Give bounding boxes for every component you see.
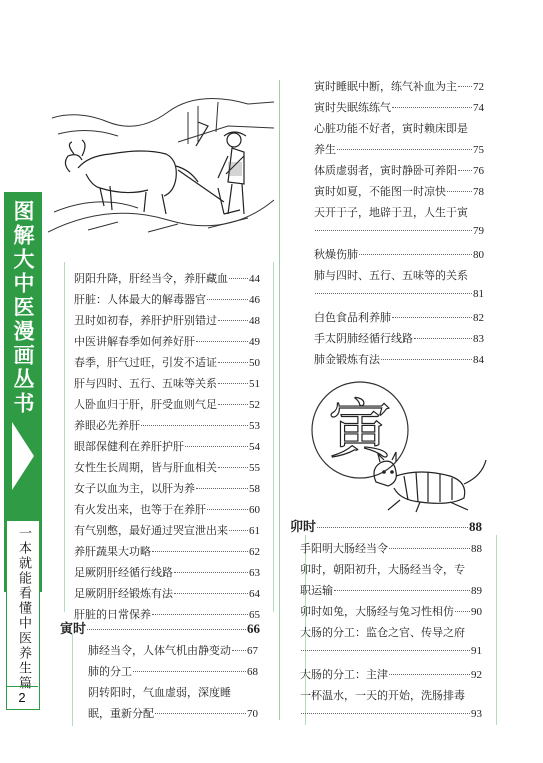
toc-entry-page: 64 — [249, 588, 260, 600]
toc-entry-title: 大肠的分工：主津 — [300, 668, 388, 681]
toc-entry-page: 79 — [473, 225, 484, 237]
toc-entry-page: 46 — [249, 294, 260, 306]
toc-entry-page: 63 — [249, 567, 260, 579]
toc-entry-line: 阴转阳时，气血虚弱，深度睡 — [88, 686, 231, 699]
dot-leader — [317, 527, 468, 528]
toc-entry[interactable] — [74, 438, 260, 454]
toc-entry-title: 养生 — [314, 143, 336, 156]
toc-entry-page: 91 — [471, 645, 482, 657]
toc-entry-title: 养肝蔬果大功略 — [74, 545, 151, 558]
dot-leader — [218, 362, 248, 363]
section-heading-mao[interactable] — [290, 516, 482, 535]
toc-entry-page: 89 — [471, 585, 482, 597]
dot-leader — [389, 548, 470, 549]
toc-entry-page: 55 — [249, 462, 260, 474]
dot-leader — [141, 425, 248, 426]
toc-entry[interactable] — [88, 705, 258, 721]
toc-entry[interactable] — [300, 708, 482, 720]
toc-entry[interactable] — [74, 480, 260, 496]
dot-leader — [337, 149, 472, 150]
toc-entry-page: 58 — [249, 483, 260, 495]
toc-entry-page: 80 — [473, 249, 484, 261]
toc-entry-title: 手太阴肺经循行线路 — [314, 332, 413, 345]
toc-entry-title: 丑时如初春，养肝护肝别错过 — [74, 314, 217, 327]
toc-entry[interactable] — [300, 582, 482, 598]
page-number: 2 — [6, 686, 38, 709]
toc-entry-title: 寅时如夏，不能图一时凉快 — [314, 185, 446, 198]
toc-entry-page: 66 — [247, 621, 260, 636]
dot-leader — [389, 674, 470, 675]
toc-entry[interactable] — [74, 585, 260, 601]
toc-entry-line: 一杯温水，一天的开始，洗肠排毒 — [300, 689, 465, 702]
toc-entry-page: 60 — [249, 504, 260, 516]
toc-entry-title: 卯时如兔，大肠经与兔习性相仿 — [300, 605, 454, 618]
toc-entry[interactable] — [74, 375, 260, 391]
toc-entry[interactable] — [314, 225, 484, 237]
toc-entry-title: 中医讲解春季如何养好肝 — [74, 335, 195, 348]
toc-entry-title: 体质虚弱者，寅时静卧可养阳 — [314, 164, 457, 177]
toc-entry[interactable] — [74, 543, 260, 559]
toc-entry-title: 足厥阴肝经锻炼有法 — [74, 587, 173, 600]
toc-entry[interactable] — [314, 141, 484, 157]
toc-entry[interactable] — [74, 459, 260, 475]
dot-leader — [392, 107, 472, 108]
toc-entry-title: 有火发出来，也等于在养肝 — [74, 503, 206, 516]
toc-entry-title: 人卧血归于肝，肝受血则气足 — [74, 398, 217, 411]
toc-entry[interactable] — [314, 183, 484, 199]
toc-entry[interactable] — [314, 351, 484, 367]
toc-entry[interactable] — [314, 162, 484, 178]
dot-leader — [196, 341, 248, 342]
toc-entry-page: 70 — [247, 708, 258, 720]
toc-entry-line: 卯时，朝阳初升，大肠经当令，专 — [300, 563, 465, 576]
chevron-right-icon — [4, 416, 42, 496]
toc-entry-title: 养眼必先养肝 — [74, 419, 140, 432]
toc-entry-title: 寅时睡眠中断，练气补血为主 — [314, 80, 457, 93]
toc-entry-page: 62 — [249, 546, 260, 558]
toc-entry-title: 眠，重新分配 — [88, 707, 154, 720]
toc-entry[interactable] — [300, 645, 482, 657]
dot-leader — [232, 650, 246, 651]
toc-entry-title: 寅时 — [60, 622, 87, 637]
dot-leader — [152, 614, 248, 615]
dot-leader — [207, 299, 248, 300]
dot-leader — [359, 254, 472, 255]
toc-entry[interactable] — [74, 312, 260, 328]
farmer-ox-illustration — [48, 82, 276, 242]
toc-entry-line: 天开于子，地辟于丑，人生于寅 — [314, 206, 468, 219]
dot-leader — [315, 293, 472, 294]
toc-entry-title: 卯时 — [290, 520, 317, 535]
dot-leader — [218, 467, 248, 468]
tiger-yin-illustration — [300, 372, 490, 514]
toc-entry-page: 81 — [473, 288, 484, 300]
toc-entry-title: 足厥阴肝经循行线路 — [74, 566, 173, 579]
toc-entry-title: 春季，肝气过旺，引发不适证 — [74, 356, 217, 369]
dot-leader — [447, 191, 472, 192]
toc-entry-page: 83 — [473, 333, 484, 345]
dot-leader — [218, 404, 248, 405]
toc-entry-line: 大肠的分工：监仓之官、传导之府 — [300, 626, 465, 639]
toc-entry-page: 67 — [247, 645, 258, 657]
dot-leader — [229, 278, 248, 279]
toc-entry[interactable] — [300, 603, 482, 619]
toc-entry[interactable] — [74, 564, 260, 580]
toc-entry-page: 78 — [473, 186, 484, 198]
toc-entry-page: 92 — [471, 669, 482, 681]
toc-entry[interactable] — [88, 663, 258, 679]
toc-entry-page: 68 — [247, 666, 258, 678]
dot-leader — [196, 488, 248, 489]
column-divider — [279, 80, 280, 720]
toc-entry[interactable] — [74, 333, 260, 349]
dot-leader — [455, 611, 470, 612]
dot-leader — [207, 509, 248, 510]
dot-leader — [87, 629, 246, 630]
toc-entry-page: 51 — [249, 378, 260, 390]
toc-entry-title: 肝脏：人体最大的解毒器官 — [74, 293, 206, 306]
toc-entry-title: 肝与四时、五行、五味等关系 — [74, 377, 217, 390]
dot-leader — [315, 230, 472, 231]
toc-entry-page: 88 — [471, 543, 482, 555]
toc-entry-page: 50 — [249, 357, 260, 369]
toc-entry[interactable] — [88, 642, 258, 658]
toc-entry-title: 阴阳升降，肝经当令，养肝藏血 — [74, 272, 228, 285]
toc-entry-title: 眼部保健利在养肝护肝 — [74, 440, 184, 453]
toc-entry-title: 女性生长周期，皆与肝血相关 — [74, 461, 217, 474]
dot-leader — [174, 572, 248, 573]
toc-entry[interactable] — [314, 99, 484, 115]
toc-entry[interactable] — [314, 288, 484, 300]
toc-entry-page: 90 — [471, 606, 482, 618]
toc-entry-page: 76 — [473, 165, 484, 177]
toc-entry-title: 白色食品利养肺 — [314, 311, 391, 324]
toc-entry[interactable] — [314, 309, 484, 325]
toc-entry-title: 有气别憋，最好通过哭宣泄出来 — [74, 524, 228, 537]
series-title: 图解大中医漫画丛书 — [11, 200, 36, 416]
toc-entry-title: 肺金锻炼有法 — [314, 353, 380, 366]
dot-leader — [458, 170, 472, 171]
toc-entry[interactable] — [74, 354, 260, 370]
toc-entry-page: 74 — [473, 102, 484, 114]
toc-entry-line: 肺与四时、五行、五味等的关系 — [314, 269, 468, 282]
sidebar — [0, 186, 44, 726]
toc-entry-page: 82 — [473, 312, 484, 324]
dot-leader — [218, 320, 248, 321]
toc-entry-title: 肺的分工 — [88, 665, 132, 678]
toc-entry-title: 女子以血为主，以肝为养 — [74, 482, 195, 495]
toc-entry-title: 肺经当令，人体气机由静变动 — [88, 644, 231, 657]
dot-leader — [133, 671, 246, 672]
dot-leader — [185, 446, 248, 447]
section-heading-yin[interactable] — [60, 618, 260, 637]
toc-entry-page: 72 — [473, 81, 484, 93]
toc-entry-line: 心脏功能不好者，寅时赖床即是 — [314, 122, 468, 135]
toc-entry[interactable] — [314, 246, 484, 262]
toc-entry-page: 61 — [249, 525, 260, 537]
toc-entry-title: 秋燥伤肺 — [314, 248, 358, 261]
toc-entry-title: 手阳明大肠经当令 — [300, 542, 388, 555]
dot-leader — [414, 338, 472, 339]
toc-entry[interactable] — [74, 417, 260, 433]
dot-leader — [392, 317, 472, 318]
dot-leader — [174, 593, 248, 594]
toc-entry-page: 75 — [473, 144, 484, 156]
series-subtitle: 一本就能看懂中医养生篇 — [16, 526, 31, 691]
dot-leader — [458, 86, 472, 87]
toc-entry[interactable] — [74, 501, 260, 517]
dot-leader — [301, 713, 470, 714]
dot-leader — [152, 551, 248, 552]
toc-entry-page: 93 — [471, 708, 482, 720]
toc-entry-page: 52 — [249, 399, 260, 411]
toc-entry-page: 48 — [249, 315, 260, 327]
toc-entry[interactable] — [74, 270, 260, 286]
toc-entry-page: 54 — [249, 441, 260, 453]
toc-entry-page: 88 — [469, 519, 482, 534]
toc-entry-title: 寅时失眠练练气 — [314, 101, 391, 114]
toc-entry-page: 44 — [249, 273, 260, 285]
toc-entry-page: 53 — [249, 420, 260, 432]
dot-leader — [229, 530, 248, 531]
toc-entry[interactable] — [314, 78, 484, 94]
toc-entry-title: 职运输 — [300, 584, 333, 597]
dot-leader — [301, 650, 470, 651]
dot-leader — [334, 590, 470, 591]
toc-entry[interactable] — [74, 396, 260, 412]
toc-entry-page: 49 — [249, 336, 260, 348]
dot-leader — [218, 383, 248, 384]
dot-leader — [155, 713, 246, 714]
toc-entry[interactable] — [74, 522, 260, 538]
toc-entry-title: 肝脏的日常保养 — [74, 608, 151, 621]
toc-entry[interactable] — [300, 540, 482, 556]
toc-entry[interactable] — [74, 291, 260, 307]
toc-entry-page: 65 — [249, 609, 260, 621]
toc-entry-page: 84 — [473, 354, 484, 366]
toc-entry[interactable] — [314, 330, 484, 346]
dot-leader — [381, 359, 472, 360]
yin-character: 寅 — [328, 394, 392, 468]
toc-entry[interactable] — [300, 666, 482, 682]
